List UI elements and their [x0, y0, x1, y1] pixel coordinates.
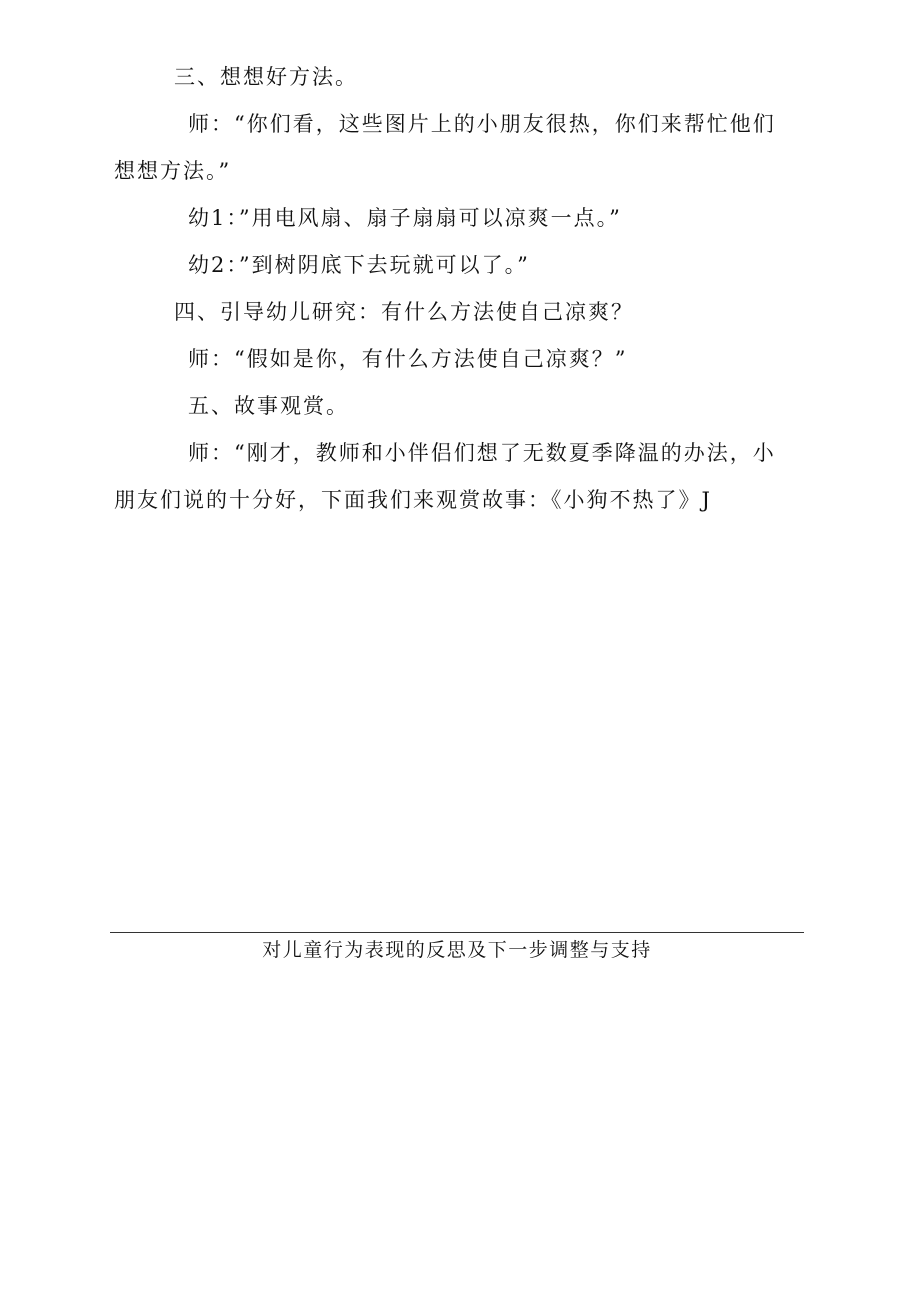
teacher-line-3a: 师：“刚才，教师和小伴侣们想了无数夏季降温的办法，小	[188, 441, 776, 465]
section-heading-5: 五、故事观赏。	[188, 394, 349, 418]
teacher-line-3b: 朋友们说的十分好，下面我们来观赏故事：《小狗不热了》J	[114, 488, 712, 512]
section-heading-4: 四、引导幼儿研究：有什么方法使自己凉爽？	[174, 300, 634, 324]
child-line-1: 幼1：”用电风扇、扇子扇扇可以凉爽一点。”	[188, 206, 622, 230]
teacher-line-1b: 想想方法。”	[114, 159, 232, 183]
reflection-heading: 对儿童行为表现的反思及下一步调整与支持	[262, 939, 652, 961]
section-heading-3: 三、想想好方法。	[174, 65, 358, 89]
child-line-2: 幼2：”到树阴底下去玩就可以了。”	[188, 253, 530, 277]
teacher-line-2: 师：“假如是你，有什么方法使自己凉爽？”	[188, 347, 628, 371]
section-divider	[110, 932, 804, 933]
teacher-line-1a: 师：“你们看，这些图片上的小朋友很热，你们来帮忙他们	[188, 112, 776, 136]
document-body	[114, 54, 804, 524]
